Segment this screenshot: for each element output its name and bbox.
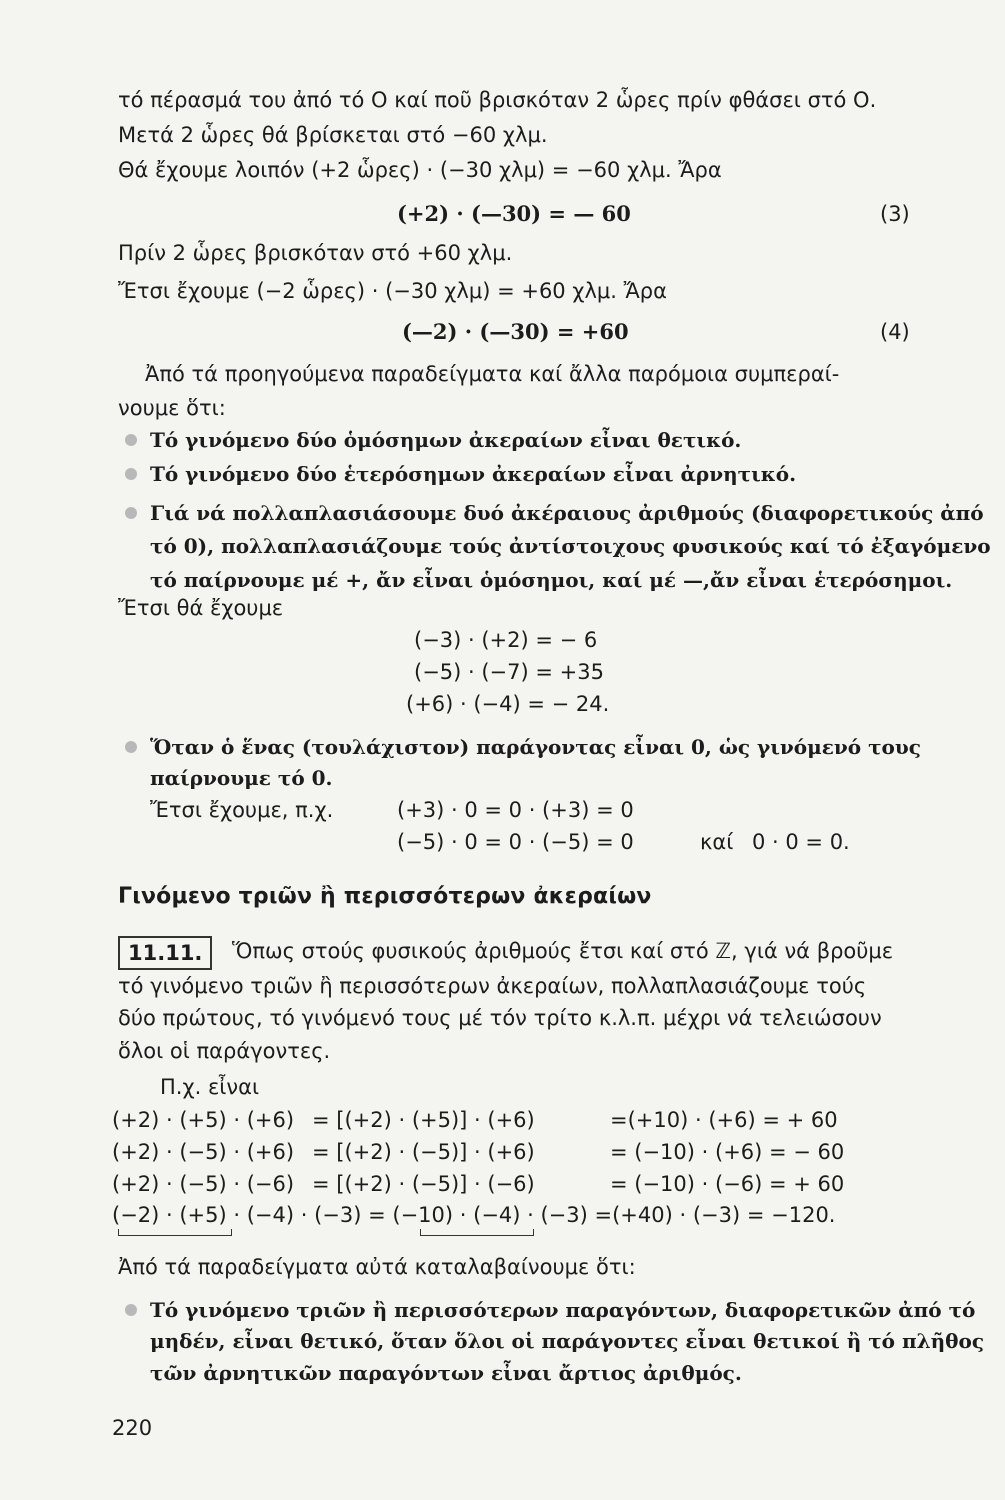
text-line: νουμε ὅτι: [118,396,226,420]
rule-text: Τό γινόμενο δύο ἑτερόσημων ἀκεραίων εἶναι ἀρνητικό. [150,462,797,486]
product-result: =(+10) · (+6) = + 60 [610,1108,838,1132]
text-line: καί [700,830,734,854]
text-line: Ἔτσι ἔχουμε, π.χ. [150,798,334,822]
text-line: δύο πρώτους, τό γινόμενό τους μέ τόν τρίτο κ.λ.π. μέχρι νά τελειώσουν [118,1006,882,1030]
product-factors: (+2) · (+5) · (+6) [112,1108,295,1132]
text-line: Π.χ. εἶναι [160,1075,260,1099]
bullet-icon [125,434,137,446]
product-factors: (+2) · (−5) · (−6) [112,1172,295,1196]
product-step: = [(+2) · (−5)] · (+6) [312,1140,535,1164]
underbrace [118,1229,232,1236]
text-line: τό πέρασμά του ἀπό τό Ο καί ποῦ βρισκόταν 2 ὧρες πρίν φθάσει στό Ο. [118,88,877,112]
text-line: τό γινόμενο τριῶν ἢ περισσότερων ἀκεραίων, πολλαπλασιάζουμε τούς [118,974,867,998]
text-line: Πρίν 2 ὧρες βρισκόταν στό +60 χλμ. [118,241,513,265]
text-line: ὅλοι οἱ παράγοντες. [118,1039,331,1063]
text-line: Ἀπό τά προηγούμενα παραδείγματα καί ἄλλα παρόμοια συμπεραί- [145,362,840,386]
product-factors: (+2) · (−5) · (+6) [112,1140,295,1164]
bullet-icon [125,468,137,480]
rule-text: Τό γινόμενο τριῶν ἢ περισσότερων παραγόντων, διαφορετικῶν ἀπό τό [150,1298,976,1322]
rule-text: μηδέν, εἶναι θετικό, ὅταν ὅλοι οἱ παράγοντες εἶναι θετικοί ἢ τό πλῆθος [150,1329,985,1353]
equation-number: (4) [880,320,910,344]
rule-text: Γιά νά πολλαπλασιάσουμε δυό ἀκέραιους ἀριθμούς (διαφορετικούς ἀπό [150,501,984,525]
equation-3: (+2) · (—30) = — 60 [397,201,631,226]
example-equation: (−5) · (−7) = +35 [414,660,604,684]
text-line: Ὅπως στούς φυσικούς ἀριθμούς ἔτσι καί στό ℤ, γιά νά βροῦμε [232,939,894,963]
product-result: = (−10) · (−6) = + 60 [610,1172,845,1196]
rule-text: τό 0), πολλαπλασιάζουμε τούς ἀντίστοιχους φυσικούς καί τό ἐξαγόμενο [150,534,991,558]
example-equation: (+3) · 0 = 0 · (+3) = 0 [397,798,634,822]
example-equation: (−3) · (+2) = − 6 [414,628,598,652]
text-line: Ἀπό τά παραδείγματα αὐτά καταλαβαίνουμε ὅτι: [118,1255,636,1279]
rule-text: παίρνουμε τό 0. [150,766,333,790]
rule-text: Τό γινόμενο δύο ὁμόσημων ἀκεραίων εἶναι θετικό. [150,428,742,452]
rule-text: τῶν ἀρνητικῶν παραγόντων εἶναι ἄρτιος ἀριθμός. [150,1361,742,1385]
bullet-icon [125,507,137,519]
product-result: = (−10) · (+6) = − 60 [610,1140,845,1164]
example-equation: (−5) · 0 = 0 · (−5) = 0 [397,830,634,854]
product-chain: (−2) · (+5) · (−4) · (−3) = (−10) · (−4) · (−3) =(+40) · (−3) = −120. [112,1203,836,1227]
bullet-icon [125,1304,137,1316]
text-line: Ἔτσι θά ἔχουμε [118,596,284,620]
product-step: = [(+2) · (+5)] · (+6) [312,1108,535,1132]
text-line: Θά ἔχουμε λοιπόν (+2 ὧρες) · (−30 χλμ) = −60 χλμ. Ἄρα [118,158,722,182]
text-line: Ἔτσι ἔχουμε (−2 ὧρες) · (−30 χλμ) = +60 χλμ. Ἄρα [118,279,667,303]
section-heading: Γινόμενο τριῶν ἢ περισσότερων ἀκεραίων [118,884,652,909]
equation-number: (3) [880,202,910,226]
example-equation: 0 · 0 = 0. [752,830,850,854]
underbrace [420,1229,534,1236]
rule-text: τό παίρνουμε μέ +, ἄν εἶναι ὁμόσημοι, καί μέ —,ἄν εἶναι ἑτερόσημοι. [150,568,953,592]
text-line: Μετά 2 ὧρες θά βρίσκεται στό −60 χλμ. [118,123,548,147]
example-equation: (+6) · (−4) = − 24. [406,692,610,716]
section-number-box: 11.11. [118,936,212,970]
product-step: = [(+2) · (−5)] · (−6) [312,1172,535,1196]
product-line [112,1106,294,1134]
page-number: 220 [112,1416,153,1440]
equation-4: (—2) · (—30) = +60 [402,319,629,344]
rule-text: Ὅταν ὁ ἕνας (τουλάχιστον) παράγοντας εἶναι 0, ὡς γινόμενό τους [150,735,921,759]
bullet-icon [125,741,137,753]
